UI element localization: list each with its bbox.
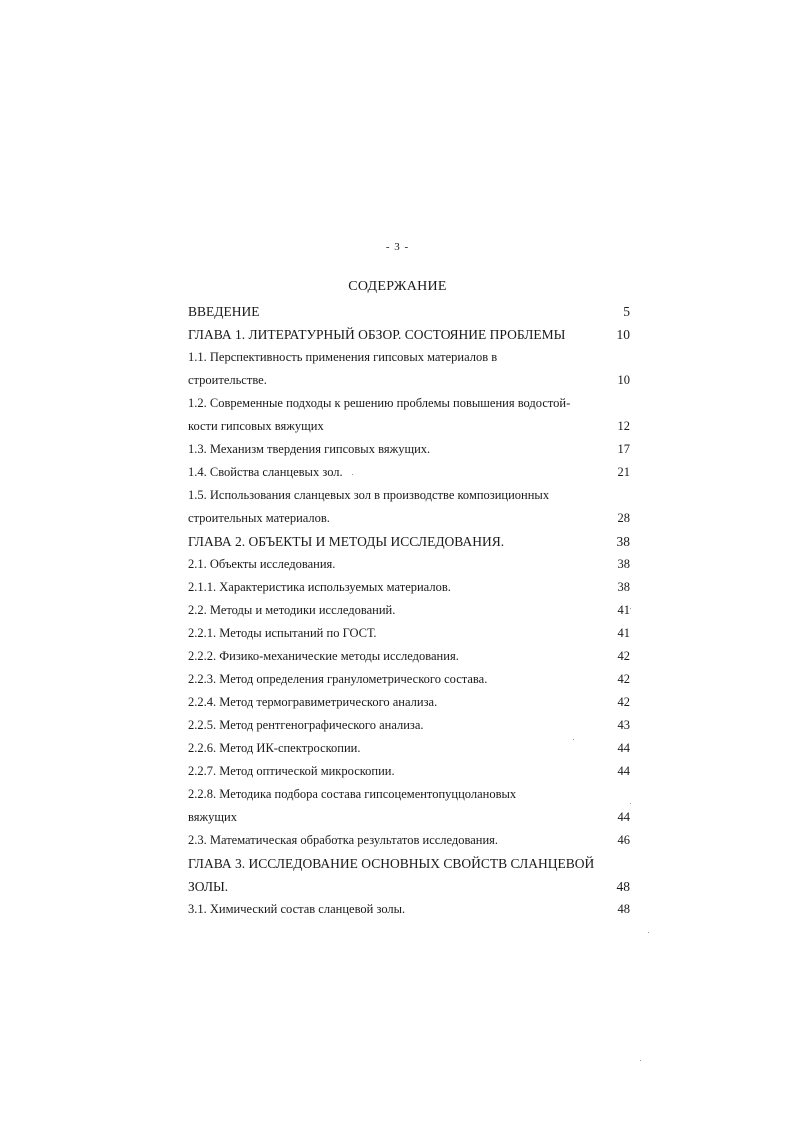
toc-section-entry: [188, 346, 633, 369]
toc-entry-page: 42: [617, 695, 630, 709]
toc-section-entry: [188, 415, 633, 438]
toc-section-entry: [188, 507, 633, 530]
toc-chapter-entry: [188, 323, 633, 346]
toc-entry-page: 44: [617, 741, 630, 755]
toc-entry-page: 10: [617, 373, 630, 387]
scan-speck: [640, 1060, 641, 1061]
toc-entry-text: 2.3. Математическая обработка результатов исследования.: [188, 833, 499, 847]
table-of-contents: [188, 300, 633, 921]
toc-entry-page: 43: [617, 718, 630, 732]
toc-section-entry: [188, 668, 633, 691]
toc-entry-page: 10: [616, 327, 630, 342]
toc-entry-text: 3.1. Химический состав сланцевой золы.: [188, 902, 406, 916]
toc-section-entry: [188, 829, 633, 852]
toc-entry-text: 2.2.3. Метод определения гранулометрического состава.: [188, 672, 488, 686]
toc-entry-page: 44: [617, 810, 630, 824]
toc-section-entry: [188, 645, 633, 668]
toc-entry-page: 41: [617, 603, 630, 617]
toc-section-entry: [188, 783, 633, 806]
toc-entry-text: кости гипсовых вяжущих: [188, 419, 324, 433]
toc-entry-text: строительных материалов.: [188, 511, 330, 525]
toc-section-entry: [188, 392, 633, 415]
toc-entry-page: 5: [623, 304, 630, 319]
toc-section-entry: [188, 714, 633, 737]
toc-section-entry: [188, 484, 633, 507]
toc-entry-page: 42: [617, 672, 630, 686]
toc-entry-text: вяжущих: [188, 810, 237, 824]
toc-entry-text: 2.1. Объекты исследования.: [188, 557, 336, 571]
toc-entry-text: 2.2. Методы и методики исследований.: [188, 603, 396, 617]
toc-entry-text: строительстве.: [188, 373, 267, 387]
toc-entry-text: 1.4. Свойства сланцевых зол.: [188, 465, 343, 479]
toc-chapter-entry: [188, 875, 633, 898]
toc-section-entry: [188, 691, 633, 714]
toc-entry-text: 1.5. Использования сланцевых зол в производстве композиционных: [188, 488, 550, 502]
scan-speck: [648, 932, 649, 933]
toc-section-entry: [188, 806, 633, 829]
scan-speck: [630, 608, 631, 609]
toc-entry-text: ВВЕДЕНИЕ: [188, 304, 260, 319]
toc-entry-page: 41: [617, 626, 630, 640]
toc-entry-text: 2.1.1. Характеристика используемых материалов.: [188, 580, 451, 594]
toc-section-entry: [188, 622, 633, 645]
toc-entry-text: ЗОЛЫ.: [188, 879, 229, 894]
toc-section-entry: [188, 553, 633, 576]
toc-entry-page: 38: [616, 534, 630, 549]
toc-entry-page: 12: [617, 419, 630, 433]
toc-entry-page: 38: [617, 557, 630, 571]
toc-entry-page: 48: [616, 879, 630, 894]
toc-entry-page: 21: [617, 465, 630, 479]
scan-speck: [352, 474, 353, 475]
toc-section-entry: [188, 760, 633, 783]
scan-speck: [630, 803, 631, 804]
toc-entry-text: 1.3. Механизм твердения гипсовых вяжущих.: [188, 442, 431, 456]
toc-title: СОДЕРЖАНИЕ: [348, 279, 447, 294]
toc-section-entry: [188, 369, 633, 392]
toc-chapter-entry: [188, 300, 633, 323]
toc-entry-text: ГЛАВА 2. ОБЪЕКТЫ И МЕТОДЫ ИССЛЕДОВАНИЯ.: [188, 534, 505, 549]
toc-entry-text: ГЛАВА 3. ИССЛЕДОВАНИЕ ОСНОВНЫХ СВОЙСТВ СЛАНЦЕВОЙ: [188, 856, 595, 871]
toc-entry-page: 46: [617, 833, 630, 847]
toc-entry-text: 2.2.5. Метод рентгенографического анализа.: [188, 718, 424, 732]
toc-entry-text: 2.2.7. Метод оптической микроскопии.: [188, 764, 395, 778]
toc-section-entry: [188, 737, 633, 760]
toc-section-entry: [188, 461, 633, 484]
toc-entry-page: 28: [617, 511, 630, 525]
toc-section-entry: [188, 576, 633, 599]
toc-entry-text: 2.2.1. Методы испытаний по ГОСТ.: [188, 626, 377, 640]
toc-entry-page: 44: [617, 764, 630, 778]
toc-section-entry: [188, 438, 633, 461]
toc-entry-page: 17: [617, 442, 630, 456]
toc-entry-text: ГЛАВА 1. ЛИТЕРАТУРНЫЙ ОБЗОР. СОСТОЯНИЕ ПРОБЛЕМЫ: [188, 327, 566, 342]
toc-entry-text: 2.2.2. Физико-механические методы исследования.: [188, 649, 459, 663]
scan-speck: [573, 739, 574, 740]
toc-entry-page: 38: [617, 580, 630, 594]
toc-chapter-entry: [188, 530, 633, 553]
toc-entry-text: 2.2.4. Метод термогравиметрического анализа.: [188, 695, 438, 709]
toc-section-entry: [188, 599, 633, 622]
toc-section-entry: [188, 898, 633, 921]
toc-entry-text: 2.2.6. Метод ИК-спектроскопии.: [188, 741, 361, 755]
toc-chapter-entry: [188, 852, 633, 875]
toc-entry-text: 1.2. Современные подходы к решению проблемы повышения водостой-: [188, 396, 571, 410]
toc-entry-page: 42: [617, 649, 630, 663]
page-number: - 3 -: [385, 241, 410, 253]
toc-entry-page: 48: [617, 902, 630, 916]
toc-entry-text: 2.2.8. Методика подбора состава гипсоцементопуццолановых: [188, 787, 517, 801]
toc-entry-text: 1.1. Перспективность применения гипсовых материалов в: [188, 350, 498, 364]
